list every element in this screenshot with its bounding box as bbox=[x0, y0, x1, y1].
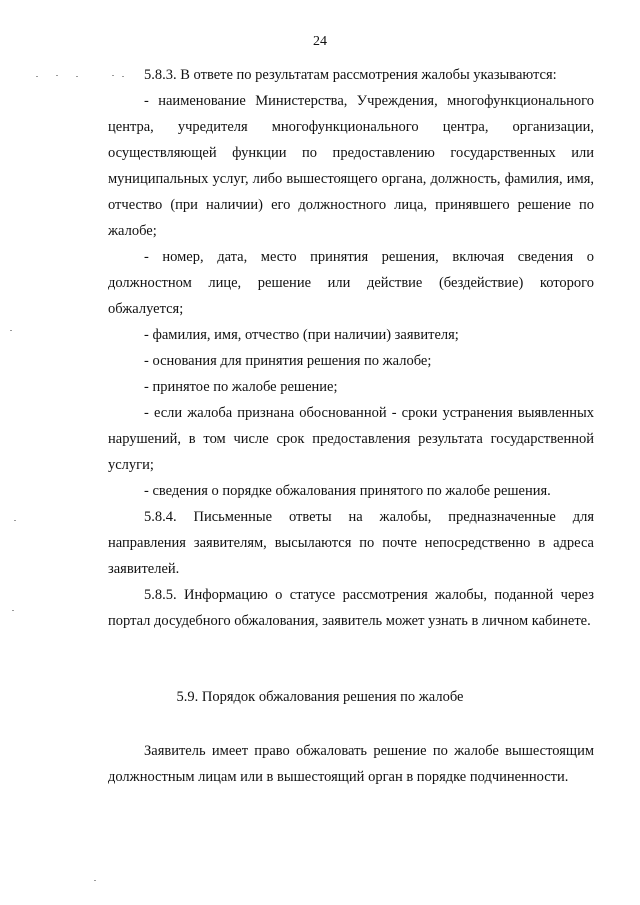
list-item-applicant-name: - фамилия, имя, отчество (при наличии) заявителя; bbox=[144, 327, 459, 343]
list-item-appeal-procedure: - сведения о порядке обжалования принятого по жалобе решения. bbox=[144, 483, 551, 499]
scan-speck bbox=[122, 76, 124, 77]
scan-speck bbox=[12, 610, 14, 611]
scan-speck bbox=[14, 520, 16, 521]
page-number: 24 bbox=[313, 34, 327, 49]
list-item-ministry-name: - наименование Министерства, Учреждения, многофункционального центра, учредителя многофункционального центра, организации, осуществляющей функции по предоставлению государственных или муниципальных услуг, либо вышестоящего органа, должность, фамилия, имя, отчество (при наличии) его должностного лица, принявшего решение по жалобе; bbox=[108, 93, 594, 239]
section-heading: 5.9. Порядок обжалования решения по жалобе bbox=[176, 689, 464, 705]
scan-speck bbox=[10, 330, 12, 331]
list-item-grounds: - основания для принятия решения по жалобе; bbox=[144, 353, 432, 369]
paragraph-5-8-5: 5.8.5. Информацию о статусе рассмотрения жалобы, поданной через портал досудебного обжалования, заявитель может узнать в личном кабинете. bbox=[108, 587, 594, 629]
scan-speck bbox=[56, 75, 58, 76]
scan-speck bbox=[112, 75, 114, 76]
scan-speck bbox=[76, 76, 78, 77]
scan-speck bbox=[36, 76, 38, 77]
scan-speck bbox=[94, 880, 96, 881]
list-item-decision-number: - номер, дата, место принятия решения, включая сведения о должностном лице, решение или действие (бездействие) которого обжалуется; bbox=[108, 249, 594, 317]
list-item-decision: - принятое по жалобе решение; bbox=[144, 379, 338, 395]
list-item-deadlines: - если жалоба признана обоснованной - сроки устранения выявленных нарушений, в том числе срок предоставления результата государственной услуги; bbox=[108, 405, 594, 473]
final-paragraph: Заявитель имеет право обжаловать решение по жалобе вышестоящим должностным лицам или в вышестоящий орган в порядке подчиненности. bbox=[108, 743, 594, 785]
paragraph-5-8-3: 5.8.3. В ответе по результатам рассмотрения жалобы указываются: bbox=[144, 67, 557, 83]
paragraph-5-8-4: 5.8.4. Письменные ответы на жалобы, предназначенные для направления заявителям, высылаются по почте непосредственно в адреса заявителей. bbox=[108, 509, 594, 577]
